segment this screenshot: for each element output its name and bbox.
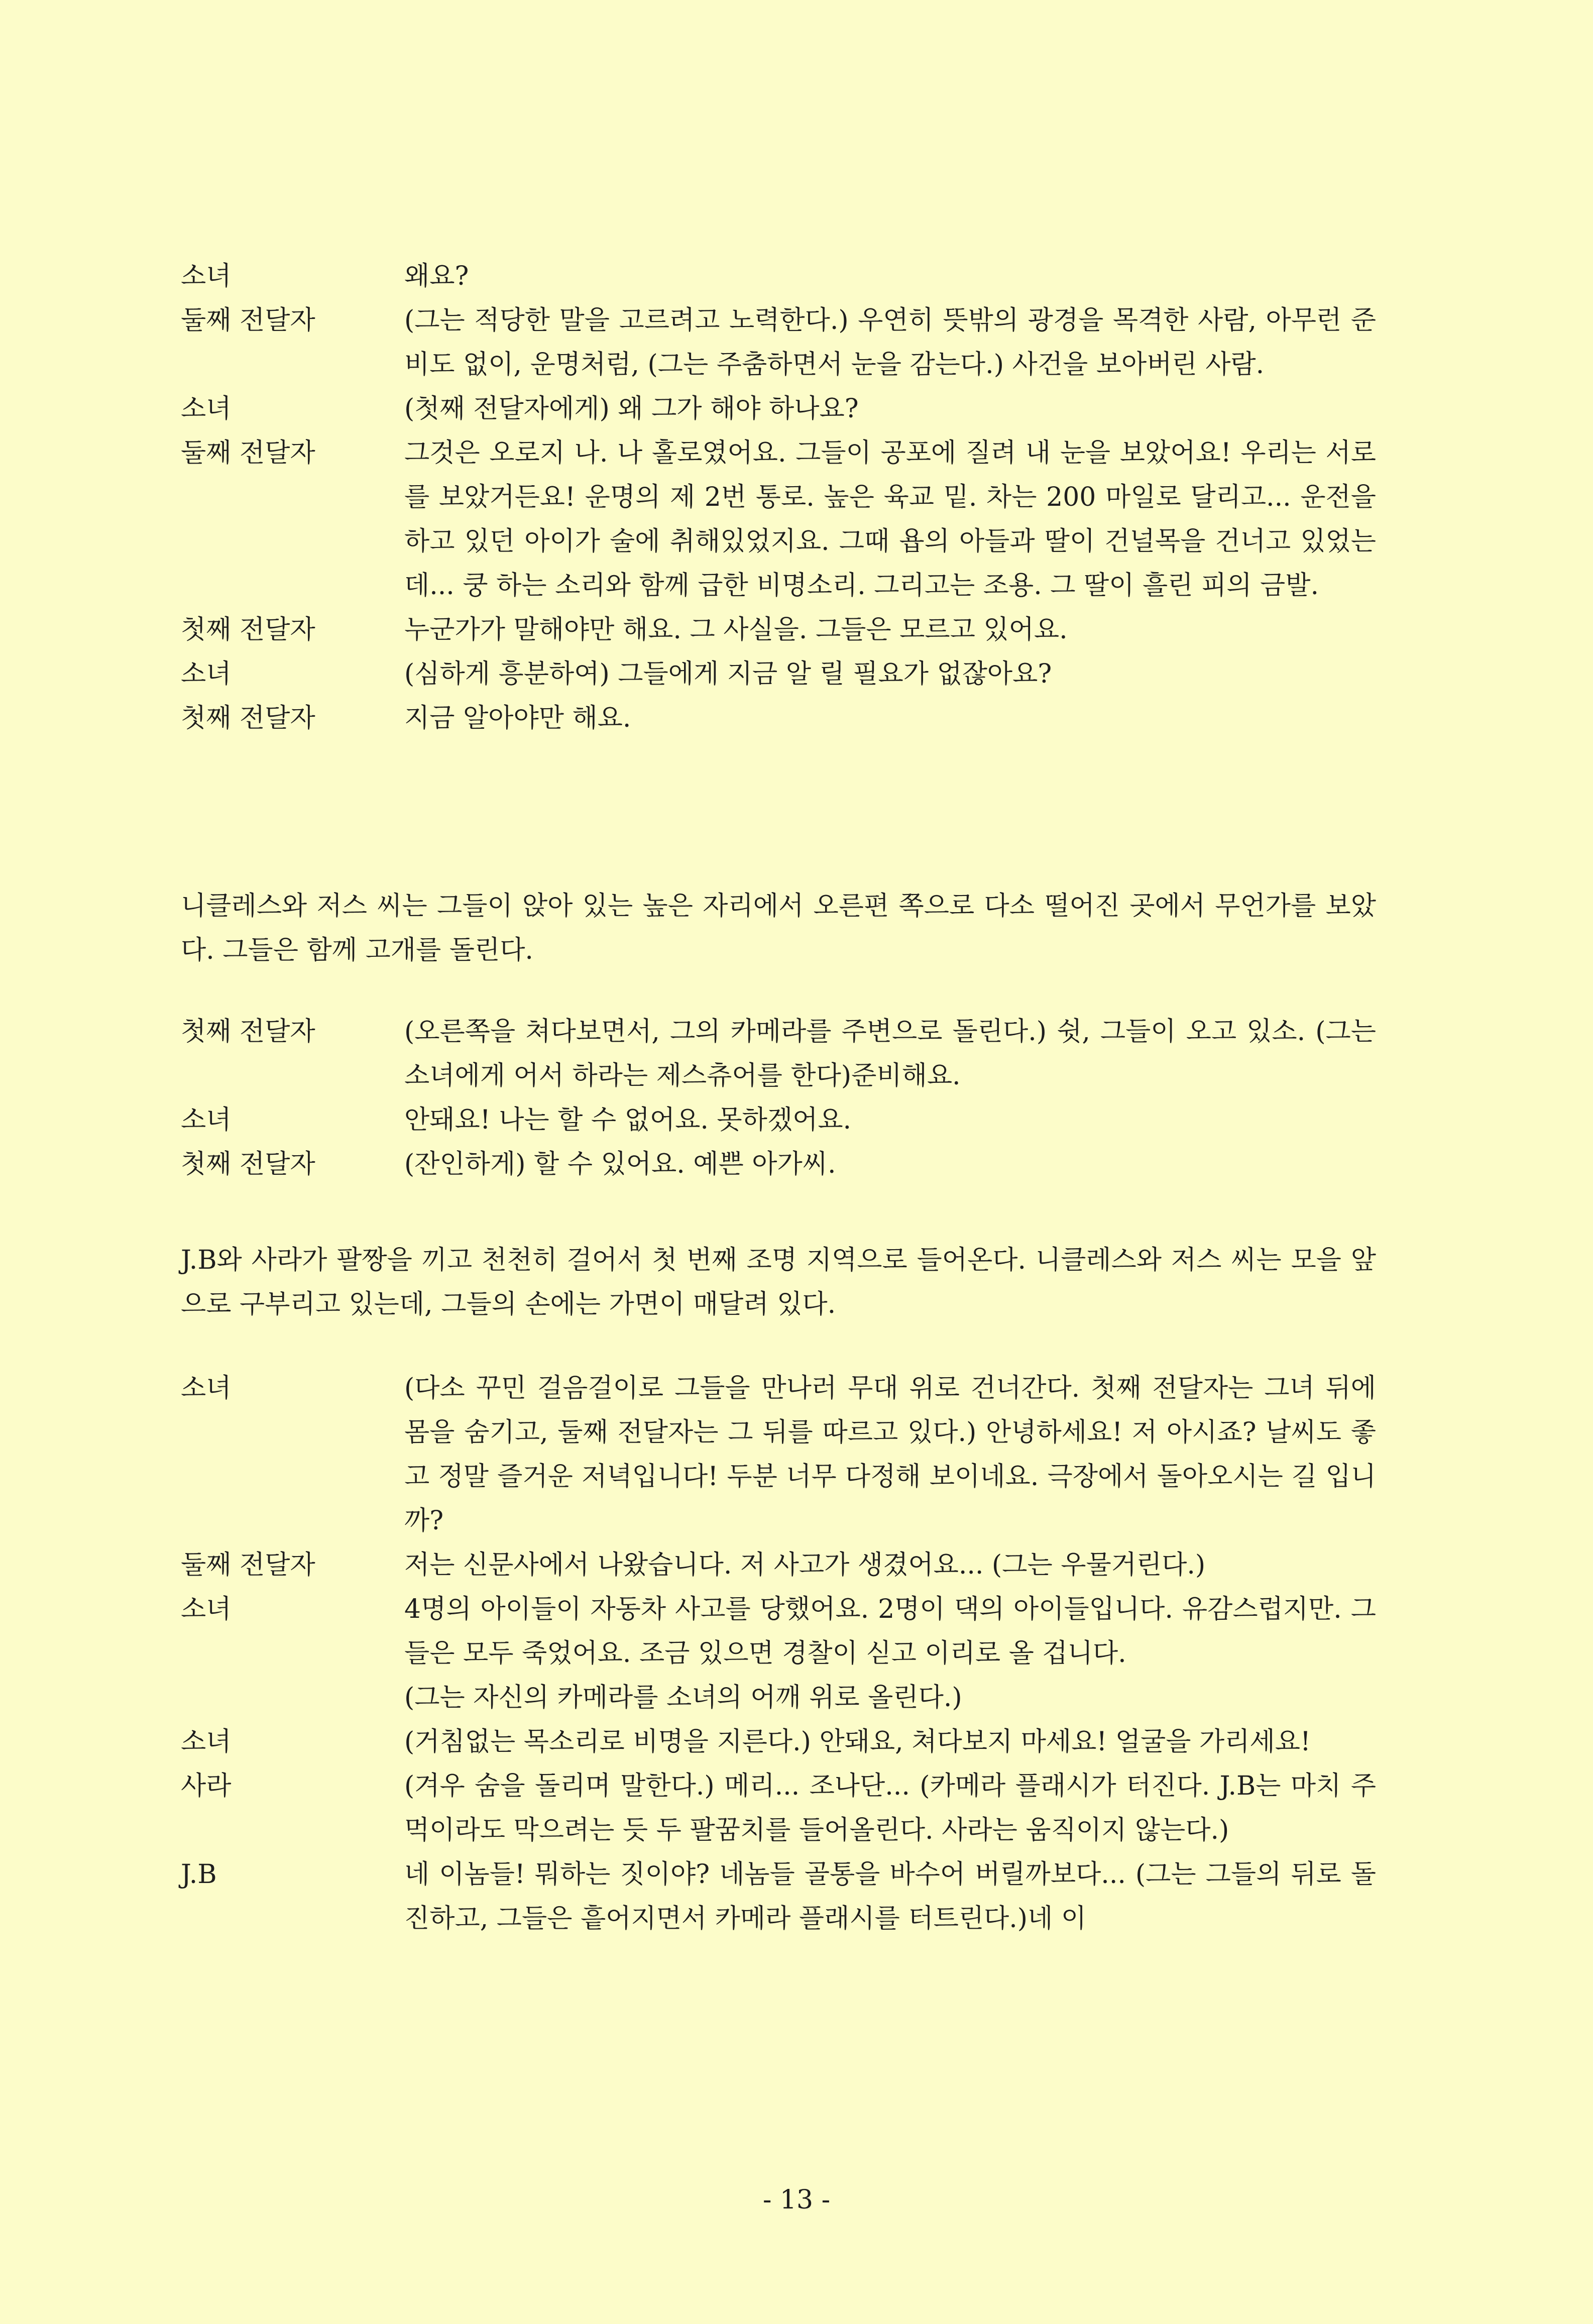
speaker-name: 첫째 전달자 xyxy=(181,615,315,645)
stage-direction-1 xyxy=(181,884,1376,972)
dialogue-line: 네 이놈들! 뭐하는 짓이야? 네놈들 골통을 바수어 버릴까보다... (그는 그들의 뒤로 돌진하고, 그들은 흩어지면서 카메라 플래시를 터트린다.)네 이 xyxy=(404,1859,1376,1934)
speaker-name: 소녀 xyxy=(181,1727,232,1757)
dialogue-row xyxy=(181,387,1376,431)
speaker-name: 사라 xyxy=(181,1771,232,1801)
speaker-name: 둘째 전달자 xyxy=(181,1550,315,1580)
speaker-name: 첫째 전달자 xyxy=(181,703,315,733)
dialogue-line: 지금 알아야만 해요. xyxy=(404,703,631,733)
dialogue-row xyxy=(181,1098,1376,1142)
speaker-name: 소녀 xyxy=(181,659,232,689)
speaker-name: 둘째 전달자 xyxy=(181,305,315,336)
speaker-name: 첫째 전달자 xyxy=(181,1017,315,1047)
dialogue-row xyxy=(181,1676,1376,1720)
dialogue-row xyxy=(181,1010,1376,1098)
dialogue-line: (거침없는 목소리로 비명을 지른다.) 안돼요, 쳐다보지 마세요! 얼굴을 가리세요! xyxy=(404,1727,1311,1757)
dialogue-line: (잔인하게) 할 수 있어요. 예쁜 아가씨. xyxy=(404,1149,836,1179)
dialogue-row xyxy=(181,298,1376,387)
dialogue-block-3 xyxy=(181,1366,1376,1941)
speaker-name: J.B xyxy=(181,1859,217,1890)
dialogue-block-1 xyxy=(181,254,1376,740)
speaker-name: 둘째 전달자 xyxy=(181,438,315,468)
dialogue-line: 그것은 오로지 나. 나 홀로였어요. 그들이 공포에 질려 내 눈을 보았어요! 우리는 서로를 보았거든요! 운명의 제 2번 통로. 높은 육교 밑. 차는 200 마일로 달리고... 운전을 하고 있던 아이가 술에 취해있었지요. 그때 욥의 아들과 딸이 건널목을 건너고 있었는데... 쿵 하는 소리와 함께 급한 비명소리. 그리고는 조용. 그 딸이 흘린 피의 금발. xyxy=(404,438,1376,601)
stage-direction-2 xyxy=(181,1238,1376,1326)
dialogue-row xyxy=(181,1764,1376,1852)
stage-direction-text: 니클레스와 저스 씨는 그들이 앉아 있는 높은 자리에서 오른편 쪽으로 다소 떨어진 곳에서 무언가를 보았다. 그들은 함께 고개를 돌린다. xyxy=(181,891,1376,965)
dialogue-row xyxy=(181,431,1376,608)
dialogue-line: 4명의 아이들이 자동차 사고를 당했어요. 2명이 댁의 아이들입니다. 유감스럽지만. 그들은 모두 죽었어요. 조금 있으면 경찰이 싣고 이리로 올 겁니다. xyxy=(404,1594,1376,1669)
dialogue-line: (그는 자신의 카메라를 소녀의 어깨 위로 올린다.) xyxy=(404,1683,962,1713)
dialogue-line: (다소 꾸민 걸음걸이로 그들을 만나러 무대 위로 건너간다. 첫째 전달자는 그녀 뒤에 몸을 숨기고, 둘째 전달자는 그 뒤를 따르고 있다.) 안녕하세요! 저 아시죠? 날씨도 좋고 정말 즐거운 저녁입니다! 두분 너무 다정해 보이네요. 극장에서 돌아오시는 길 입니까? xyxy=(404,1373,1376,1536)
dialogue-row xyxy=(181,608,1376,652)
dialogue-line: 안돼요! 나는 할 수 없어요. 못하겠어요. xyxy=(404,1105,852,1135)
speaker-name: 첫째 전달자 xyxy=(181,1149,315,1179)
dialogue-row xyxy=(181,1587,1376,1676)
dialogue-row xyxy=(181,1852,1376,1941)
dialogue-line: (그는 적당한 말을 고르려고 노력한다.) 우연히 뜻밖의 광경을 목격한 사람, 아무런 준비도 없이, 운명처럼, (그는 주춤하면서 눈을 감는다.) 사건을 보아버린 사람. xyxy=(404,305,1376,380)
dialogue-line: (심하게 흥분하여) 그들에게 지금 알 릴 필요가 없잖아요? xyxy=(404,659,1052,689)
dialogue-block-2 xyxy=(181,1010,1376,1186)
dialogue-row xyxy=(181,652,1376,696)
speaker-name: 소녀 xyxy=(181,394,232,424)
speaker-name: 소녀 xyxy=(181,1105,232,1135)
dialogue-row xyxy=(181,696,1376,740)
dialogue-line: 왜요? xyxy=(404,261,469,291)
dialogue-line: (첫째 전달자에게) 왜 그가 해야 하나요? xyxy=(404,394,859,424)
speaker-name: 소녀 xyxy=(181,1594,232,1624)
dialogue-line: 누군가가 말해야만 해요. 그 사실을. 그들은 모르고 있어요. xyxy=(404,615,1068,645)
dialogue-row xyxy=(181,1720,1376,1764)
stage-direction-text: J.B와 사라가 팔짱을 끼고 천천히 걸어서 첫 번째 조명 지역으로 들어온다. 니클레스와 저스 씨는 모을 앞으로 구부리고 있는데, 그들의 손에는 가면이 매달려 있다. xyxy=(181,1245,1376,1319)
dialogue-row xyxy=(181,254,1376,298)
dialogue-row xyxy=(181,1366,1376,1543)
dialogue-row xyxy=(181,1142,1376,1186)
dialogue-row xyxy=(181,1543,1376,1587)
page-number: - 13 - xyxy=(762,2185,831,2215)
dialogue-line: (오른쪽을 쳐다보면서, 그의 카메라를 주변으로 돌린다.) 쉿, 그들이 오고 있소. (그는 소녀에게 어서 하라는 제스츄어를 한다)준비해요. xyxy=(404,1017,1376,1091)
speaker-name: 소녀 xyxy=(181,261,232,291)
dialogue-line: 저는 신문사에서 나왔습니다. 저 사고가 생겼어요... (그는 우물거린다.) xyxy=(404,1550,1206,1580)
speaker-name: 소녀 xyxy=(181,1373,232,1403)
dialogue-line: (겨우 숨을 돌리며 말한다.) 메리... 조나단... (카메라 플래시가 터진다. J.B는 마치 주먹이라도 막으려는 듯 두 팔꿈치를 들어올린다. 사라는 움직이지 않는다.) xyxy=(404,1771,1376,1845)
